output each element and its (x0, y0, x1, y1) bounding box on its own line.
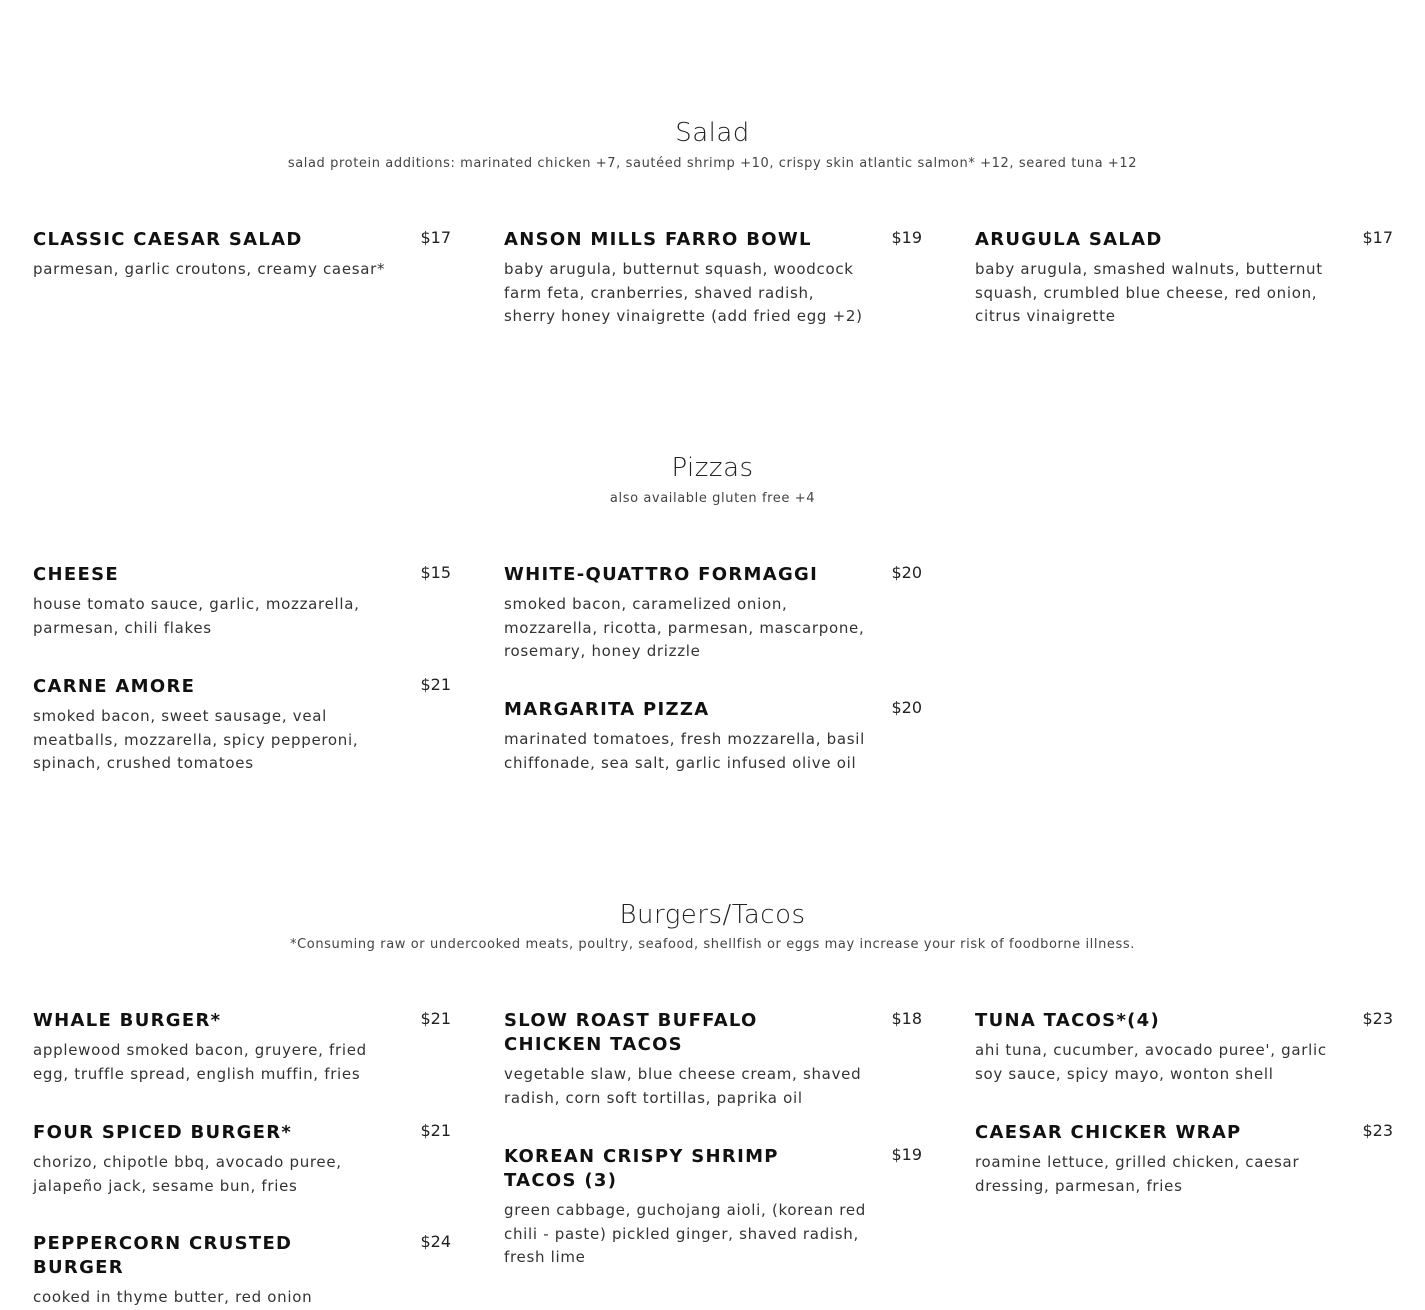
item-price: $23 (1362, 1009, 1393, 1028)
menu-item (975, 228, 1393, 329)
item-price: $21 (420, 675, 451, 694)
menu-item (33, 675, 451, 776)
item-price: $15 (420, 563, 451, 582)
menu-item (504, 698, 922, 775)
section-note-pizzas: also available gluten free +4 (609, 491, 816, 506)
item-name: WHALE BURGER* (33, 1010, 222, 1031)
item-price: $21 (420, 1009, 451, 1028)
item-description: roamine lettuce, grilled chicken, caesar dressing, parmesan, fries (975, 1153, 1300, 1195)
item-description: smoked bacon, sweet sausage, veal meatballs, mozzarella, spicy pepperoni, spinach, crushed tomatoes (33, 707, 359, 772)
item-description: baby arugula, smashed walnuts, butternut squash, crumbled blue cheese, red onion, citrus vinaigrette (975, 260, 1323, 325)
menu-item (504, 563, 922, 664)
item-name: CAESAR CHICKER WRAP (975, 1122, 1242, 1143)
item-description: parmesan, garlic croutons, creamy caesar* (33, 260, 386, 278)
section-title-burgers-tacos: Burgers/Tacos (619, 900, 806, 930)
section-note-burgers-tacos: *Consuming raw or undercooked meats, poultry, seafood, shellfish or eggs may increase your risk of foodborne illness. (289, 937, 1135, 952)
item-price: $18 (891, 1009, 922, 1028)
menu-item (975, 1121, 1393, 1198)
item-name: CHEESE (33, 564, 119, 585)
item-description: house tomato sauce, garlic, mozzarella, parmesan, chili flakes (33, 595, 360, 637)
menu-item (504, 1009, 922, 1110)
item-name: PEPPERCORN CRUSTED BURGER (33, 1233, 293, 1278)
item-name: KOREAN CRISPY SHRIMP TACOS (3) (504, 1146, 779, 1191)
item-name: CARNE AMORE (33, 676, 196, 697)
item-description: ahi tuna, cucumber, avocado puree', garlic soy sauce, spicy mayo, wonton shell (975, 1041, 1327, 1083)
menu-item (33, 228, 451, 282)
menu-item (975, 1009, 1393, 1086)
item-price: $20 (891, 563, 922, 582)
menu-item (33, 1009, 451, 1086)
item-description: vegetable slaw, blue cheese cream, shaved radish, corn soft tortillas, paprika oil (504, 1065, 862, 1107)
item-name: SLOW ROAST BUFFALO CHICKEN TACOS (504, 1010, 758, 1055)
item-name: TUNA TACOS*(4) (975, 1010, 1161, 1031)
item-name: FOUR SPICED BURGER* (33, 1122, 293, 1143)
item-description: green cabbage, guchojang aioli, (korean red chili - paste) pickled ginger, shaved radish, fresh lime (504, 1201, 866, 1266)
section-note-salad: salad protein additions: marinated chicken +7, sautéed shrimp +10, crispy skin atlantic salmon* +12, seared tuna +12 (287, 156, 1138, 171)
section-title-pizzas: Pizzas (671, 453, 754, 483)
menu-item (33, 1232, 451, 1310)
item-description: cooked in thyme butter, red onion (33, 1288, 313, 1306)
item-price: $21 (420, 1121, 451, 1140)
item-price: $17 (420, 228, 451, 247)
menu-item (33, 1121, 451, 1198)
item-price: $17 (1362, 228, 1393, 247)
item-price: $23 (1362, 1121, 1393, 1140)
section-title-salad: Salad (675, 118, 750, 148)
item-description: chorizo, chipotle bbq, avocado puree, jalapeño jack, sesame bun, fries (33, 1153, 342, 1195)
item-name: CLASSIC CAESAR SALAD (33, 229, 303, 250)
item-price: $19 (891, 228, 922, 247)
item-price: $24 (420, 1232, 451, 1251)
menu-item (504, 1145, 922, 1270)
item-description: marinated tomatoes, fresh mozzarella, basil chiffonade, sea salt, garlic infused olive oil (504, 730, 865, 772)
item-description: smoked bacon, caramelized onion, mozzarella, ricotta, parmesan, mascarpone, rosemary, honey drizzle (504, 595, 865, 660)
menu-item (504, 228, 922, 329)
item-name: WHITE-QUATTRO FORMAGGI (504, 564, 819, 585)
item-name: ANSON MILLS FARRO BOWL (504, 229, 812, 250)
item-name: MARGARITA PIZZA (504, 699, 710, 720)
item-price: $20 (891, 698, 922, 717)
item-description: baby arugula, butternut squash, woodcock farm feta, cranberries, shaved radish, sherry honey vinaigrette (add fried egg +2) (504, 260, 863, 325)
item-price: $19 (891, 1145, 922, 1164)
item-description: applewood smoked bacon, gruyere, fried egg, truffle spread, english muffin, fries (33, 1041, 367, 1083)
menu-item (33, 563, 451, 640)
item-name: ARUGULA SALAD (975, 229, 1163, 250)
